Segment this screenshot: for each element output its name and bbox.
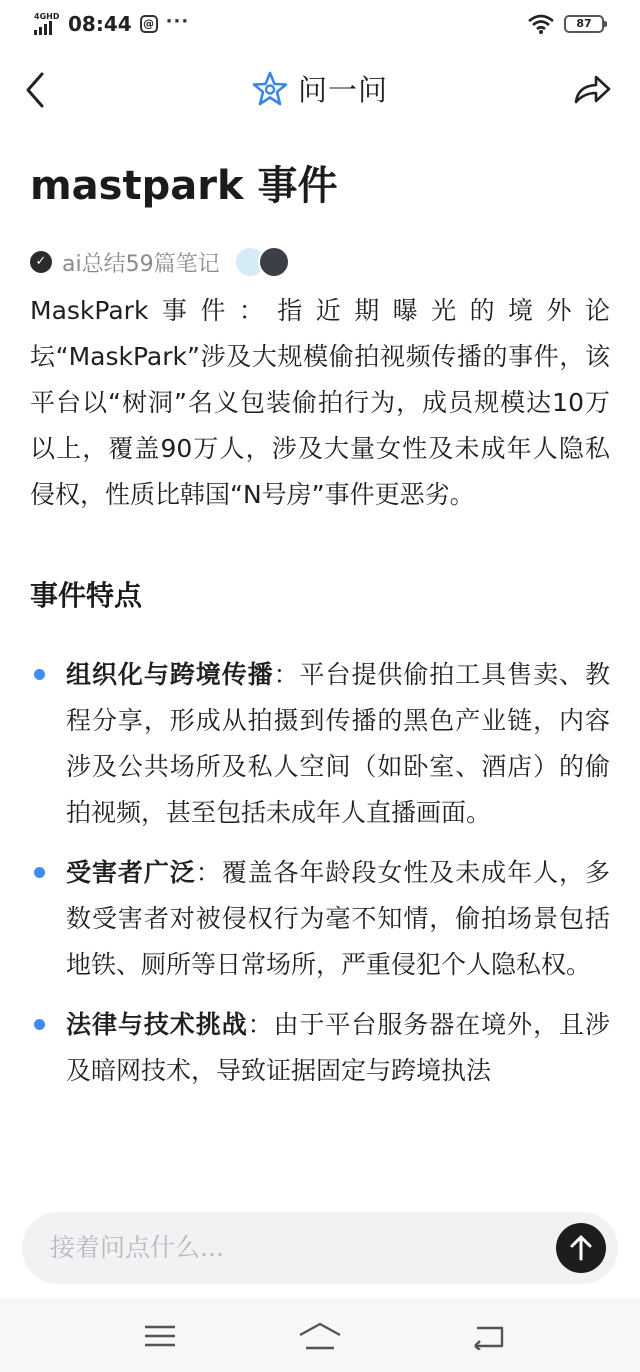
list-item-term: 法律与技术挑战: [66, 1010, 248, 1039]
home-button[interactable]: [298, 1316, 342, 1356]
star-logo-icon: [252, 71, 288, 107]
list-item: [30, 1002, 610, 1094]
status-left: [34, 12, 189, 36]
section-heading: 事件特点: [30, 579, 143, 612]
bullet-dot-icon: [34, 867, 45, 878]
send-button[interactable]: [556, 1223, 606, 1273]
menu-lines-icon: [144, 1324, 176, 1348]
arrow-up-icon: [568, 1234, 594, 1262]
header-title-group: [0, 68, 640, 109]
bullet-dot-icon: [34, 1019, 45, 1030]
status-right: [528, 14, 604, 34]
share-arrow-icon: [572, 70, 612, 110]
cellular-signal-icon: [34, 13, 60, 35]
ask-input[interactable]: [50, 1230, 510, 1266]
notification-app-icon: @: [140, 15, 158, 33]
list-item-text: ：由于平台服务器在境外，且涉及暗网技术，导致证据固定与跨境执法: [66, 1010, 610, 1085]
top-app-bar: [0, 58, 640, 122]
list-item: [30, 652, 610, 836]
intro-term: MaskPark事件: [30, 296, 239, 325]
system-nav-bar: [0, 1298, 640, 1372]
menu-button[interactable]: [138, 1316, 182, 1356]
intro-paragraph: [30, 288, 610, 518]
more-notifications-icon: ···: [165, 10, 190, 32]
network-type: 4GHD: [34, 12, 60, 21]
home-icon: [298, 1321, 342, 1351]
feature-list: [30, 652, 610, 1094]
source-avatars[interactable]: [234, 246, 290, 278]
article-content: [30, 150, 610, 1198]
list-item-text: ：平台提供偷拍工具售卖、教程分享，形成从拍摄到传播的黑色产业链，内容涉及公共场所及私人空间（如卧室、酒店）的偷拍视频，甚至包括未成年人直播画面。: [66, 660, 610, 827]
return-button[interactable]: [466, 1316, 510, 1356]
list-item-term: 受害者广泛: [66, 858, 196, 887]
avatar: [258, 246, 290, 278]
page-title-header: 问一问: [297, 73, 388, 107]
article-meta[interactable]: [30, 242, 610, 282]
article-title: mastpark 事件: [30, 163, 338, 209]
wifi-icon: [528, 14, 554, 34]
battery-icon: 87: [564, 15, 604, 33]
list-item-text: ：覆盖各年龄段女性及未成年人，多数受害者对被侵权行为毫不知情，偷拍场景包括地铁、厕所等日常场所，严重侵犯个人隐私权。: [66, 858, 610, 979]
return-icon: [471, 1322, 505, 1350]
intro-text: ：指近期曝光的境外论坛“MaskPark”涉及大规模偷拍视频传播的事件，该平台以“树洞”名义包装偷拍行为，成员规模达10万以上，覆盖90万人，涉及大量女性及未成年人隐私侵权，性质比韩国“N号房”事件更恶劣。: [30, 296, 610, 509]
share-button[interactable]: [572, 70, 612, 110]
status-time: 08:44: [68, 12, 132, 36]
bullet-dot-icon: [34, 669, 45, 680]
list-item: [30, 850, 610, 988]
list-item-term: 组织化与跨境传播: [66, 660, 274, 689]
status-bar: [0, 0, 640, 50]
ask-bar: [22, 1212, 618, 1284]
notes-summary-count: ai总结59篇笔记: [62, 251, 220, 277]
verified-check-icon: ✓: [30, 251, 52, 273]
